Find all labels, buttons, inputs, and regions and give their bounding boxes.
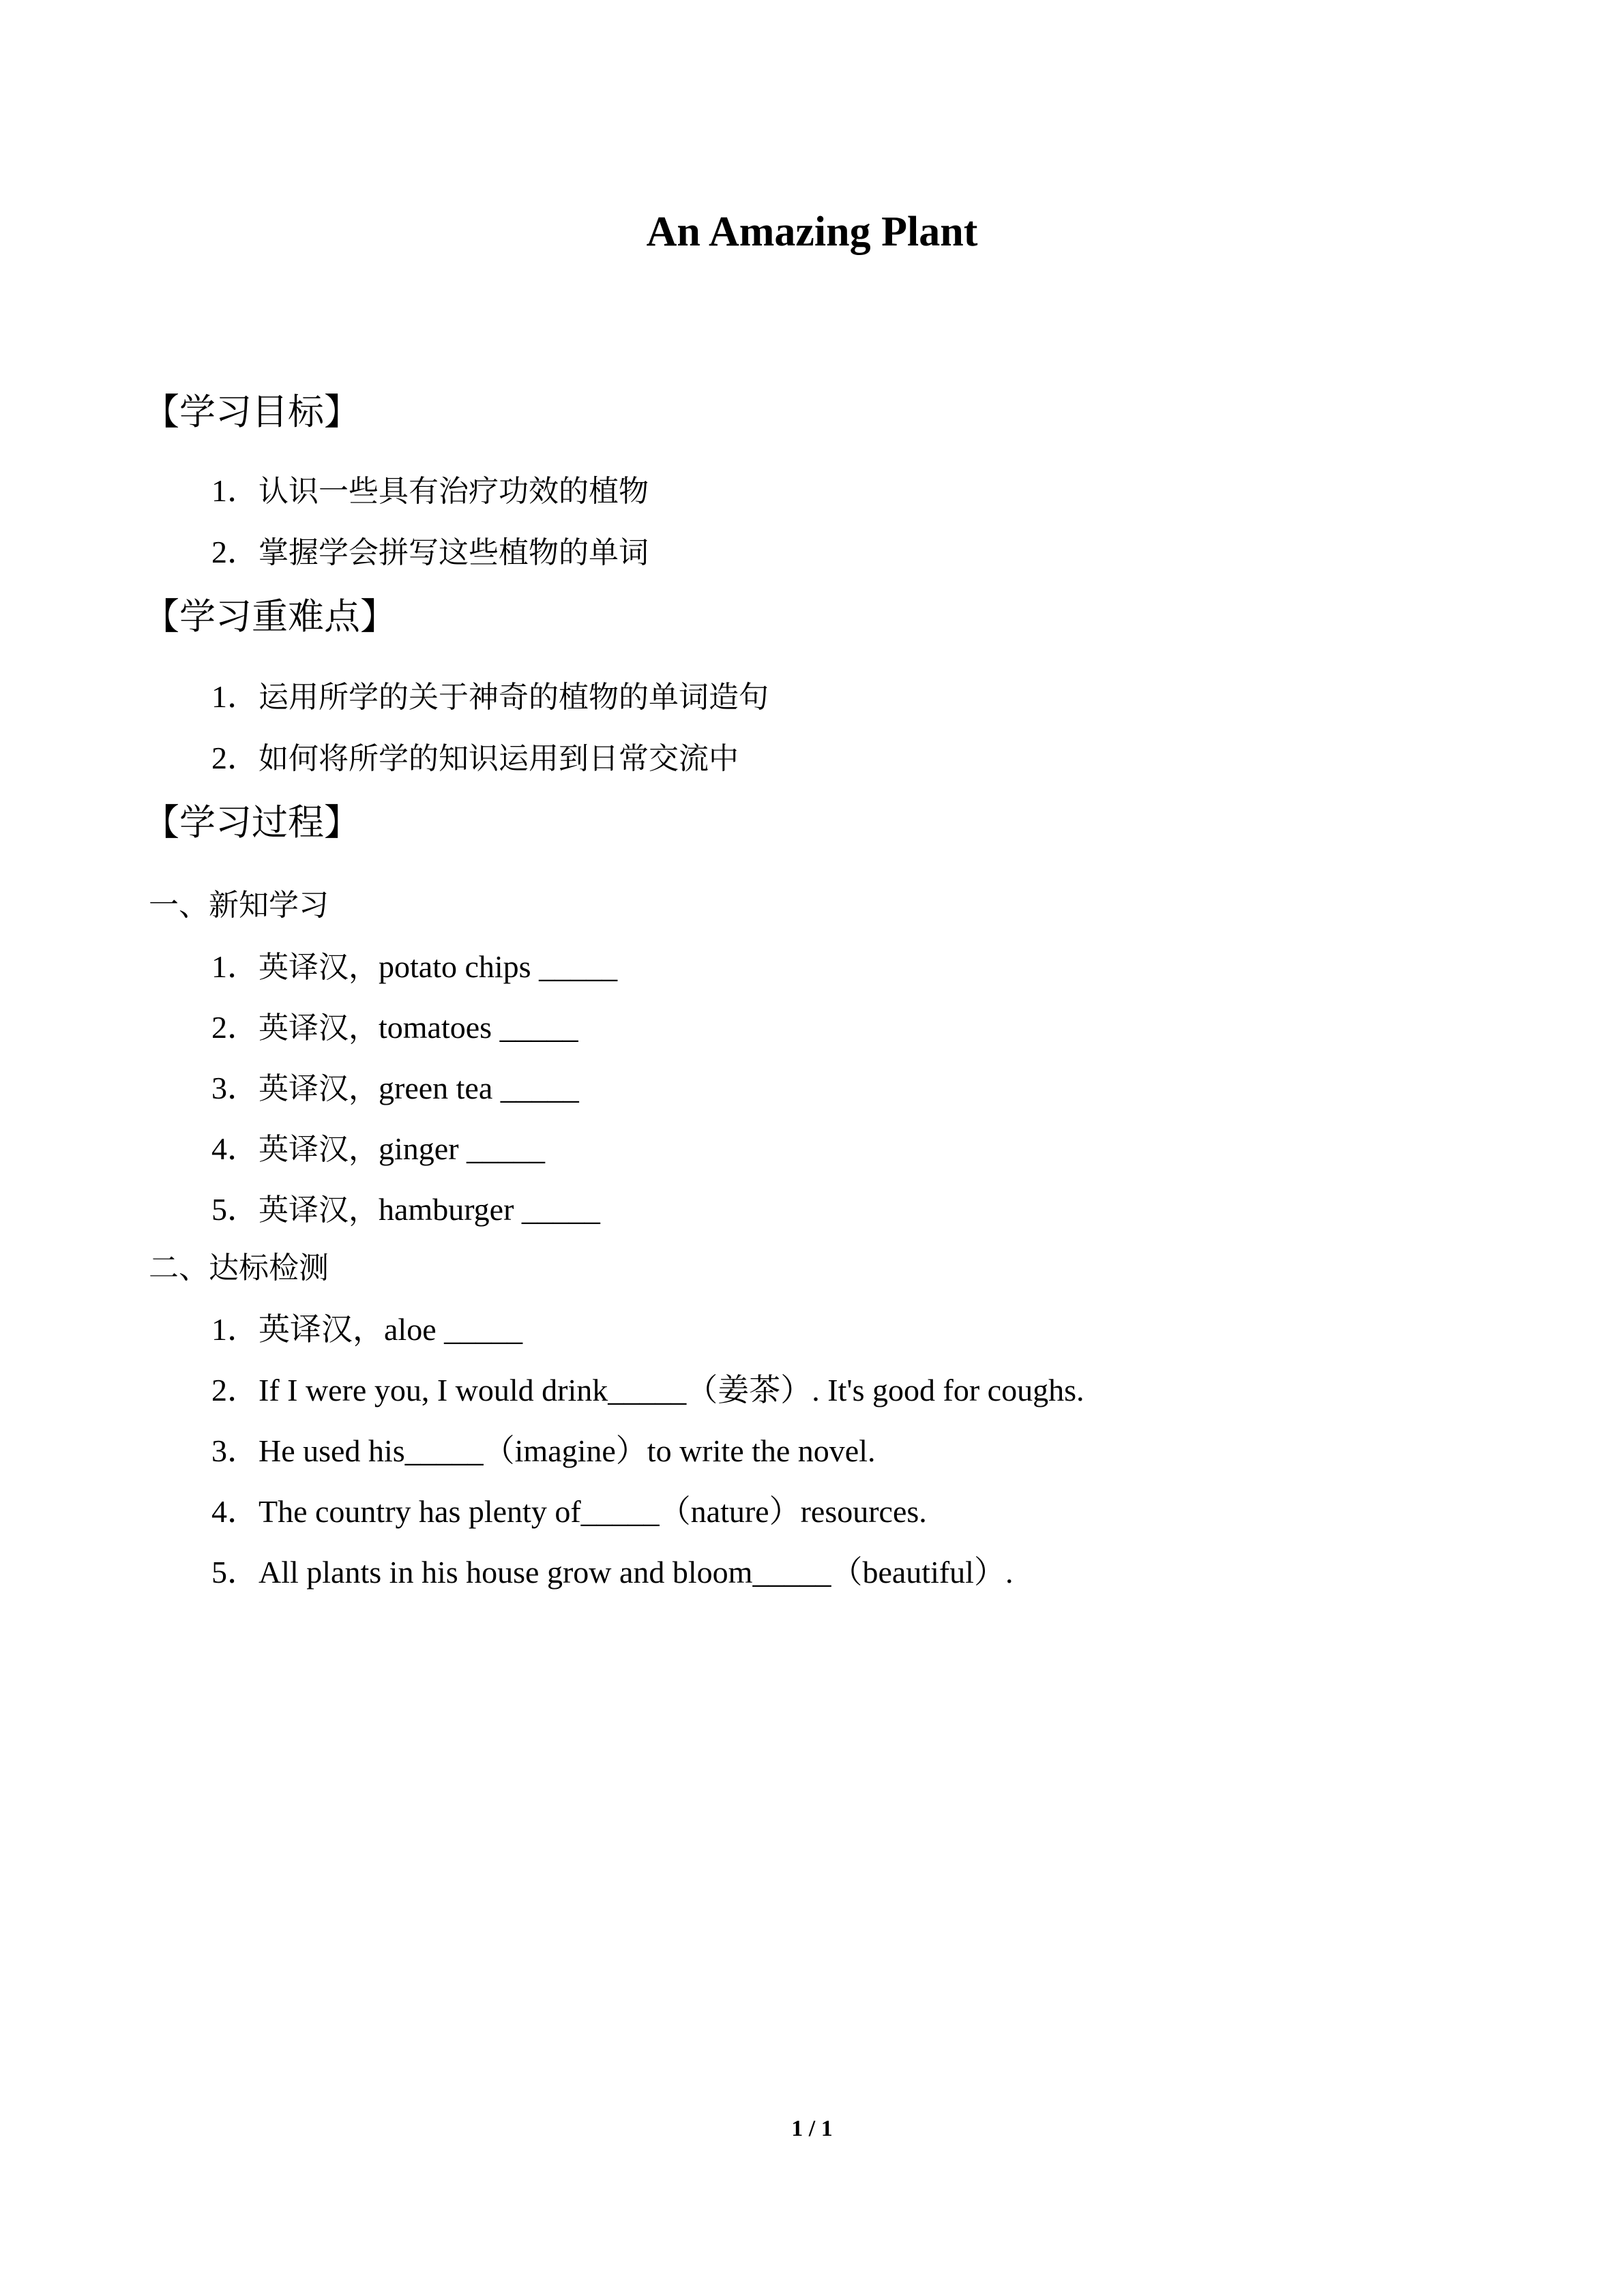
exercise-item <box>211 1309 522 1350</box>
objectives-heading: 【学习目标】 <box>143 391 360 433</box>
item-number: 4． <box>211 1131 259 1166</box>
exercise-item <box>211 1370 1084 1411</box>
part2-heading: 二、达标检测 <box>149 1251 329 1285</box>
item-text: The country has plenty of_____（nature）resources. <box>259 1494 927 1529</box>
exercise-item <box>211 1007 578 1049</box>
item-text: ginger _____ <box>379 1131 546 1166</box>
exercise-item <box>211 946 617 988</box>
exercise-item <box>211 1068 579 1109</box>
key-point-item <box>211 738 739 779</box>
item-text: potato chips _____ <box>379 949 618 984</box>
process-heading: 【学习过程】 <box>143 802 360 844</box>
item-number: 1． <box>211 679 259 714</box>
item-number: 4． <box>211 1494 259 1529</box>
exercise-item <box>211 1189 600 1231</box>
item-prefix: 英译汉， <box>259 1193 379 1227</box>
item-number: 2． <box>211 1010 259 1045</box>
item-text: All plants in his house grow and bloom_____（beautiful）. <box>259 1555 1014 1590</box>
item-text: 英译汉，aloe _____ <box>259 1312 523 1347</box>
item-number: 3． <box>211 1071 259 1105</box>
item-number: 1． <box>211 1312 259 1347</box>
item-text: 运用所学的关于神奇的植物的单词造句 <box>259 680 769 715</box>
document-title: An Amazing Plant <box>646 209 978 255</box>
item-number: 2． <box>211 741 259 775</box>
item-prefix: 英译汉， <box>259 950 379 985</box>
objective-item <box>211 532 649 573</box>
objective-item <box>211 471 649 512</box>
exercise-item <box>211 1552 1013 1593</box>
item-text: 掌握学会拼写这些植物的单词 <box>259 535 649 570</box>
item-text: 如何将所学的知识运用到日常交流中 <box>259 741 739 776</box>
item-text: If I were you, I would drink_____（姜茶）. It's good for coughs. <box>259 1373 1084 1407</box>
page-number: 1 / 1 <box>791 2116 833 2141</box>
item-text: tomatoes _____ <box>379 1010 578 1045</box>
item-text: 认识一些具有治疗功效的植物 <box>259 474 649 509</box>
item-number: 2． <box>211 535 259 569</box>
item-number: 1． <box>211 473 259 508</box>
exercise-item <box>211 1431 876 1472</box>
item-text: He used his_____（imagine）to write the novel. <box>259 1433 876 1468</box>
item-prefix: 英译汉， <box>259 1071 379 1106</box>
key-point-item <box>211 676 769 718</box>
item-number: 5． <box>211 1192 259 1227</box>
item-prefix: 英译汉， <box>259 1011 379 1045</box>
item-number: 3． <box>211 1433 259 1468</box>
item-number: 5． <box>211 1555 259 1590</box>
exercise-item <box>211 1129 545 1170</box>
part1-heading: 一、新知学习 <box>149 888 329 923</box>
item-prefix: 英译汉， <box>259 1132 379 1167</box>
item-text: green tea _____ <box>379 1071 579 1105</box>
item-number: 2． <box>211 1373 259 1407</box>
item-text: hamburger _____ <box>379 1192 600 1227</box>
exercise-item <box>211 1491 927 1532</box>
key-points-heading: 【学习重难点】 <box>143 596 396 638</box>
item-number: 1． <box>211 949 259 984</box>
